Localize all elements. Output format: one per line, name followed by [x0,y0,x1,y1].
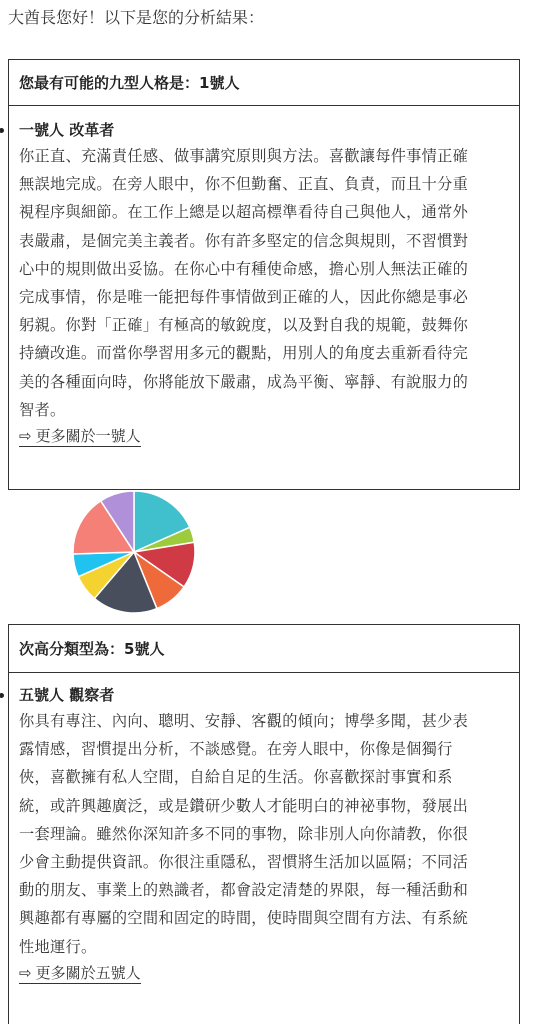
primary-type-title: 一號人 改革者 [19,121,115,139]
description-line: 智者。 [19,400,66,419]
more-about-type1-link[interactable] [19,426,141,447]
description-line: 俠，喜歡擁有私人空間，自給自足的生活。你喜歡探討事實和系 [19,768,453,787]
description-line: 少會主動提供資訊。你很注重隱私，習慣將生活加以區隔；不同活 [19,853,469,872]
description-line: 興趣都有專屬的空間和固定的時間，使時間與空間有方法、有系統 [19,909,469,928]
distribution-pie-chart [70,490,198,618]
right-arrow-icon: ⇨ [19,427,32,446]
secondary-description [19,707,509,961]
description-line: 露情感，習慣提出分析，不談感覺。在旁人眼中，你像是個獨行 [19,740,453,759]
description-line: 表嚴肅，是個完美主義者。你有許多堅定的信念與規則，不習慣對 [19,231,469,250]
description-line: 你正直、充滿責任感、做事講究原則與方法。喜歡讓每件事情正確 [19,147,469,165]
description-line: 統，或許興趣廣泛，或是鑽研少數人才能明白的神祕事物，發展出 [19,796,469,815]
pie-chart-svg [70,490,198,618]
primary-result-body [9,106,519,447]
list-bullet [0,128,4,133]
description-line: 完成事情，你是唯一能把每件事情做到正確的人，因此你總是事必 [19,288,469,307]
primary-result-header [9,60,519,106]
primary-result-card [8,59,520,490]
secondary-type-title: 五號人 觀察者 [19,686,115,704]
description-line: 躬親。你對「正確」有極高的敏銳度，以及對自我的規範，鼓舞你 [19,316,469,335]
list-bullet [0,693,4,698]
more-link-label: 更多關於一號人 [35,427,141,446]
more-about-type5-link[interactable] [19,963,141,984]
description-line: 心中的規則做出妥協。在你心中有種使命感，擔心別人無法正確的 [19,259,469,278]
greeting-text: 大酋長您好！以下是您的分析結果： [8,8,265,27]
description-line: 美的各種面向時，你將能放下嚴肅，成為平衡、寧靜、有說服力的 [19,372,469,391]
secondary-result-header [9,625,519,673]
description-line: 無誤地完成。在旁人眼中，你不但勤奮、正直、負責，而且十分重 [19,175,469,194]
right-arrow-icon: ⇨ [19,963,32,982]
primary-description [19,142,509,424]
primary-result-header-text: 您最有可能的九型人格是：1號人 [19,74,240,92]
description-line: 動的朋友、事業上的熟識者，都會設定清楚的界限，每一種活動和 [19,881,469,900]
description-line: 性地運行。 [19,937,97,956]
more-link-label: 更多關於五號人 [35,963,141,982]
description-line: 持續改進。而當你學習用多元的觀點，用別人的角度去重新看待完 [19,344,469,363]
description-line: 你具有專注、內向、聰明、安靜、客觀的傾向；博學多聞，甚少表 [19,712,469,730]
secondary-result-body [9,673,519,984]
secondary-result-header-text: 次高分類型為：5號人 [19,640,165,658]
description-line: 一套理論。雖然你深知許多不同的事物，除非別人向你請教，你很 [19,824,469,843]
description-line: 視程序與細節。在工作上總是以超高標準看待自己與他人，通常外 [19,203,469,222]
secondary-result-card [8,624,520,1024]
